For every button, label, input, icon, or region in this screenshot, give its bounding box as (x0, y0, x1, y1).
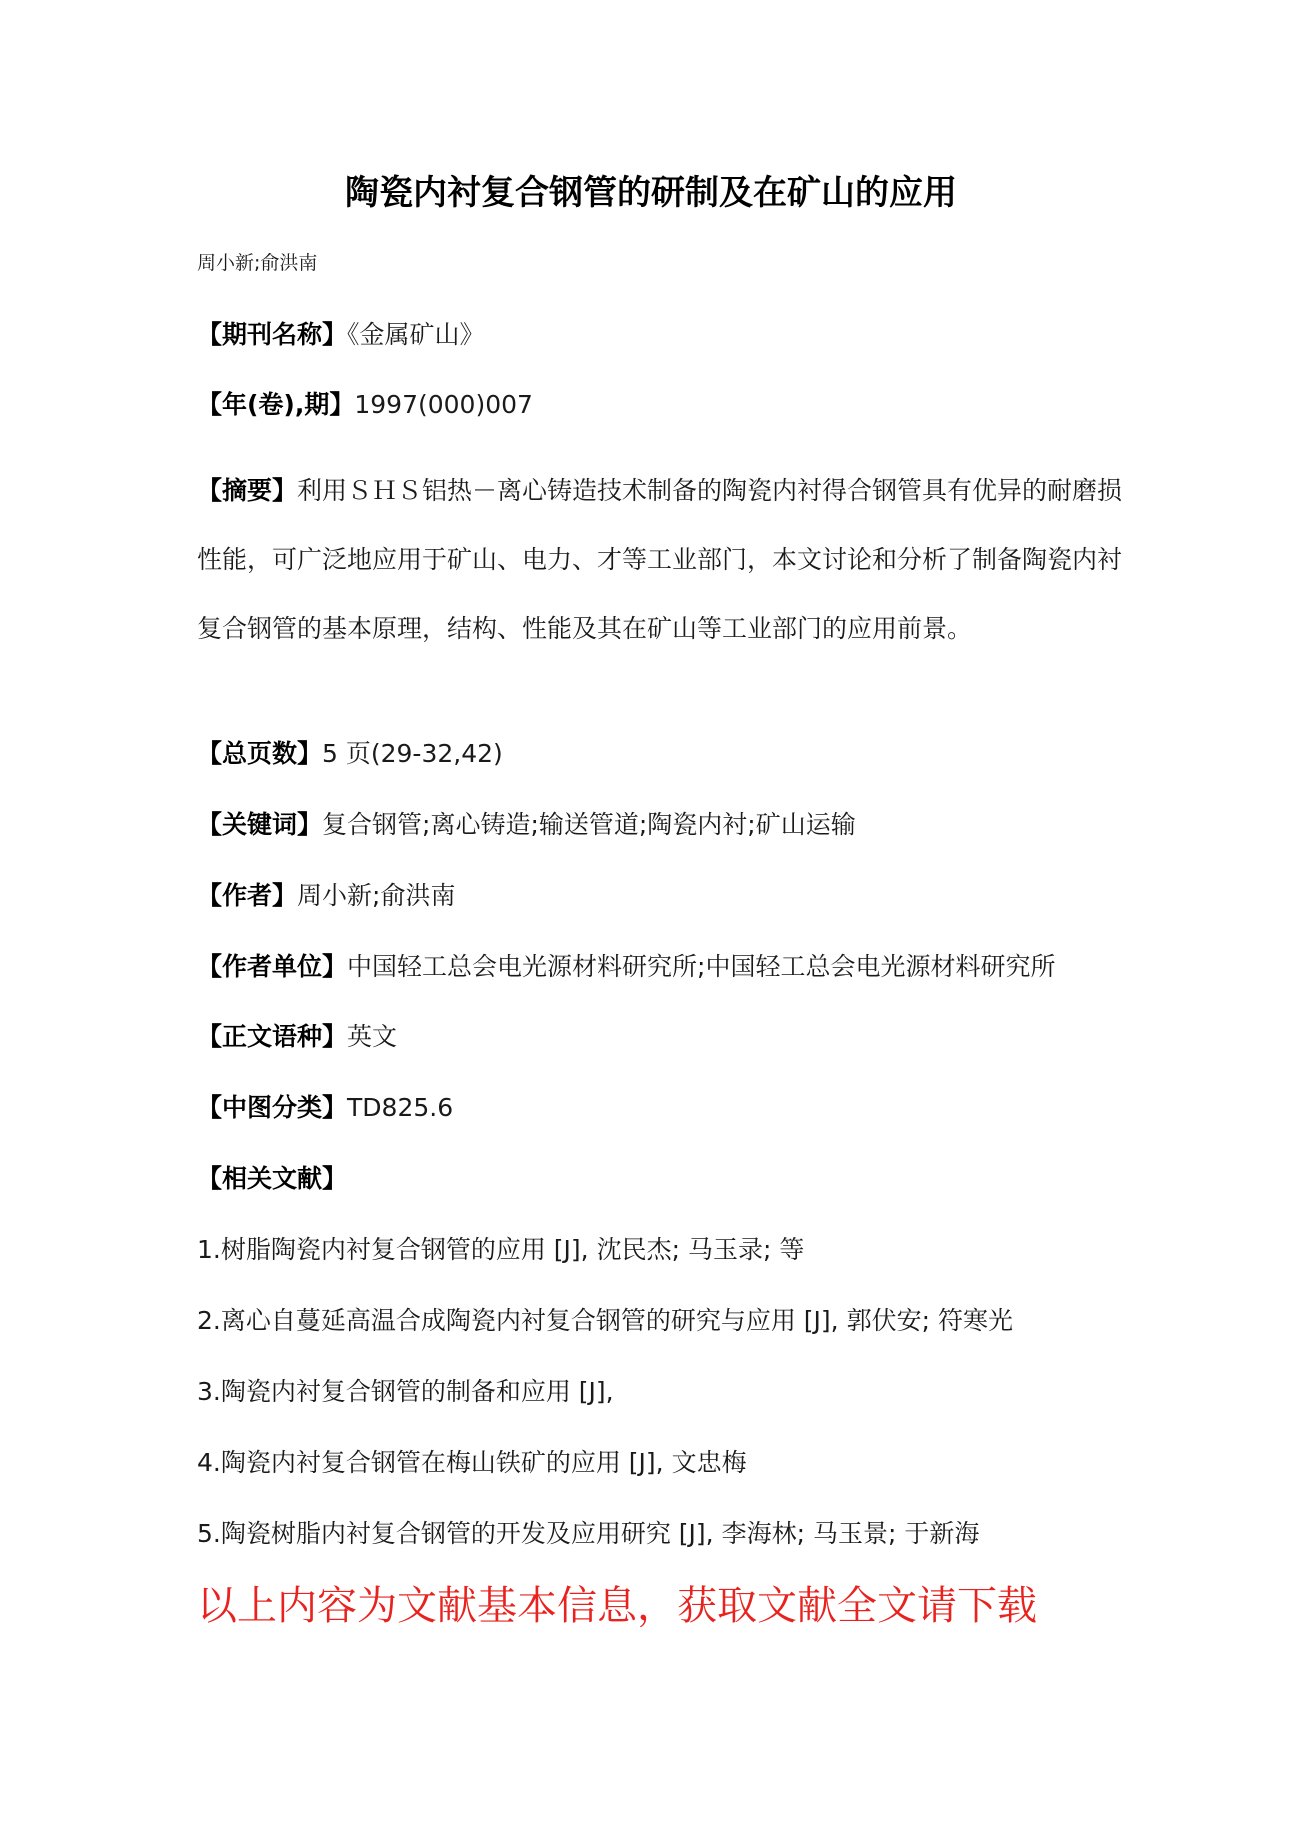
language-value: 英文 (347, 1022, 398, 1051)
classification-field (197, 1091, 1117, 1125)
classification-label: 【中图分类】 (197, 1093, 348, 1122)
document-title: 陶瓷内衬复合钢管的研制及在矿山的应用 (345, 173, 957, 213)
reference-item: 3.陶瓷内衬复合钢管的制备和应用 [J], (197, 1377, 614, 1406)
pages-field (197, 737, 1117, 771)
year-issue-field (197, 388, 1117, 422)
reference-item: 4.陶瓷内衬复合钢管在梅山铁矿的应用 [J], 文忠梅 (197, 1448, 747, 1477)
journal-label: 【期刊名称】 (197, 320, 348, 349)
affiliation-value: 中国轻工总会电光源材料研究所;中国轻工总会电光源材料研究所 (347, 952, 1056, 981)
abstract-label: 【摘要】 (197, 476, 298, 505)
author-label: 【作者】 (197, 881, 298, 910)
journal-value: 《金属矿山》 (347, 320, 485, 349)
journal-field (197, 318, 1117, 352)
affiliation-field (197, 950, 1117, 984)
year-issue-value: 1997(000)007 (354, 390, 533, 419)
author-field (197, 879, 1117, 913)
year-issue-label: 【年(卷),期】 (197, 390, 355, 419)
related-label: 【相关文献】 (197, 1164, 348, 1193)
keywords-label: 【关键词】 (197, 810, 323, 839)
reference-item: 2.离心自蔓延高温合成陶瓷内衬复合钢管的研究与应用 [J], 郭伏安; 符寒光 (197, 1306, 1013, 1335)
language-label: 【正文语种】 (197, 1022, 348, 1051)
keywords-field (197, 808, 1117, 842)
pages-value: 5 页(29-32,42) (322, 739, 503, 768)
author-value: 周小新;俞洪南 (297, 881, 456, 910)
related-heading (197, 1162, 1117, 1196)
reference-item: 5.陶瓷树脂内衬复合钢管的开发及应用研究 [J], 李海林; 马玉景; 于新海 (197, 1519, 980, 1548)
affiliation-label: 【作者单位】 (197, 952, 348, 981)
classification-value: TD825.6 (347, 1093, 454, 1122)
abstract-field (197, 456, 1127, 663)
download-notice: 以上内容为文献基本信息，获取文献全文请下载 (197, 1583, 1037, 1629)
authors-line: 周小新;俞洪南 (197, 252, 318, 274)
language-field (197, 1020, 1117, 1054)
keywords-value: 复合钢管;离心铸造;输送管道;陶瓷内衬;矿山运输 (322, 810, 856, 839)
abstract-value: 利用ＳＨＳ铝热－离心铸造技术制备的陶瓷内衬得合钢管具有优异的耐磨损性能，可广泛地应用于矿山、电力、才等工业部门，本文讨论和分析了制备陶瓷内衬复合钢管的基本原理，结构、性能及其在矿山等工业部门的应用前景。 (197, 476, 1123, 643)
reference-item: 1.树脂陶瓷内衬复合钢管的应用 [J], 沈民杰; 马玉录; 等 (197, 1235, 805, 1264)
pages-label: 【总页数】 (197, 739, 323, 768)
